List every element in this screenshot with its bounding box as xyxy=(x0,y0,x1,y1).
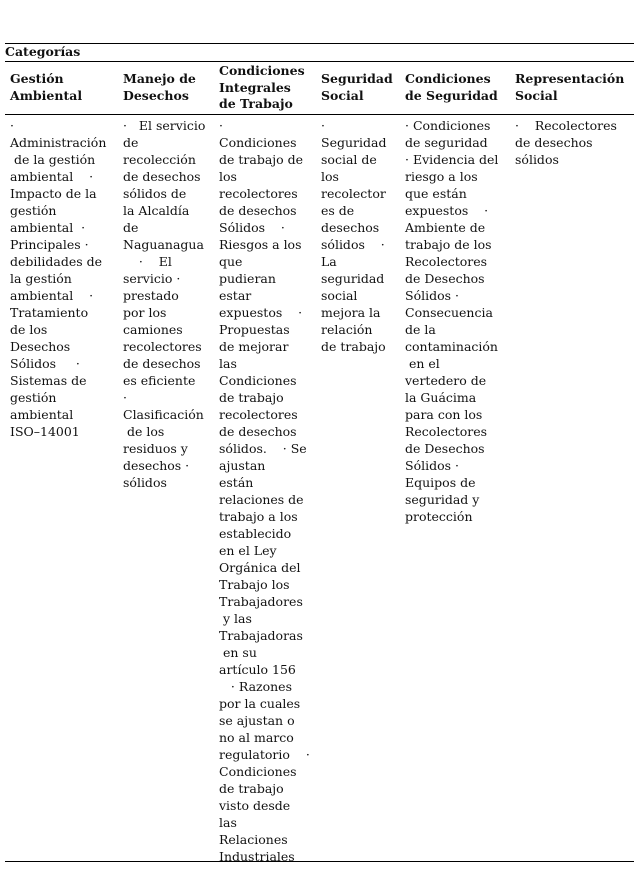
cell-gestion-ambiental: · Administración de la gestión ambiental · Impacto de la gestión ambiental · Principales · debilidades de la gestión ambiental · Tratamiento de los Desechos Sólidos · Sistemas de gestión ambiental ISO–14001 xyxy=(10,118,107,439)
table-top-rule xyxy=(5,43,634,44)
table-bottom-rule xyxy=(5,861,634,862)
cell-seguridad-social: · Seguridad social de los recolector es de desechos sólidos · La seguridad social mejora la relación de trabajo xyxy=(321,118,387,354)
cell-manejo-desechos: · El servicio de recolección de desechos sólidos de la Alcaldía de Naguanagua · El servicio · prestado por los camiones recolectores de desechos es eficiente · Clasificación de los residuos y desechos · sólidos xyxy=(123,118,206,490)
cell-condiciones-seguridad: · Condiciones de seguridad · Evidencia del riesgo a los que están expuestos · Ambiente de trabajo de los Recolectores de Desechos Sólidos · Consecuencia de la contaminación en el vertedero de la Guácima para con los Recolectores de Desechos Sólidos · Equipos de seguridad y protección xyxy=(405,118,499,524)
header-gestion-ambiental: Gestión Ambiental xyxy=(10,71,83,103)
cell-representacion-social: · Recolectores de desechos sólidos xyxy=(515,118,617,167)
table-title: Categorías xyxy=(5,44,81,59)
header-representacion-social: Representación Social xyxy=(515,71,625,103)
header-top-rule xyxy=(5,61,634,62)
header-seguridad-social: Seguridad Social xyxy=(321,71,393,103)
header-bottom-rule xyxy=(5,114,634,115)
header-manejo-desechos: Manejo de Desechos xyxy=(123,71,196,103)
header-condiciones-integrales: Condiciones Integrales de Trabajo xyxy=(219,63,305,111)
cell-condiciones-integrales: · Condiciones de trabajo de los recolectores de desechos Sólidos · Riesgos a los que pudieran estar expuestos · Propuestas de mejorar las Condiciones de trabajo recolectores de desechos sólidos. · Se ajustan están relaciones de trabajo a los establecido en el Ley Orgánica del Trabajo los Trabajadores y las Trabajadoras en su artículo 156 · Razones por la cuales se ajustan o no al marco regulatorio · Condiciones de trabajo visto desde las Relaciones Industriales xyxy=(219,118,310,864)
header-condiciones-seguridad: Condiciones de Seguridad xyxy=(405,71,498,103)
